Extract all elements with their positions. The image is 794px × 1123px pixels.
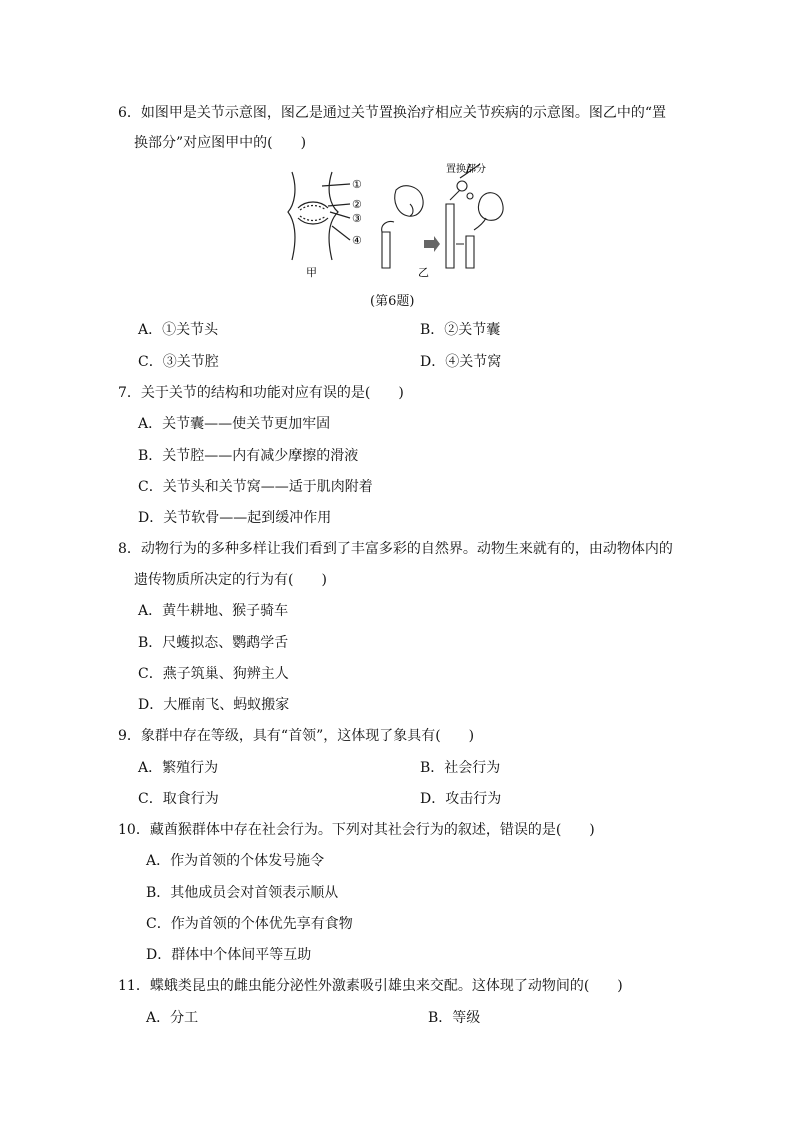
q11-stem: 11．蝶蛾类昆虫的雌虫能分泌性外激素吸引雄虫来交配。这体现了动物间的( ) <box>118 978 623 994</box>
marker-1: ① <box>352 178 362 191</box>
q9-option-c: C．取食行为 <box>138 791 219 807</box>
q7-option-d: D．关节软骨——起到缓冲作用 <box>138 510 332 526</box>
q10-option-d: D．群体中个体间平等互助 <box>146 947 312 963</box>
q10-stem: 10．藏酋猴群体中存在社会行为。下列对其社会行为的叙述，错误的是( ) <box>118 822 595 838</box>
q8-option-c: C．燕子筑巢、狗辨主人 <box>138 666 289 682</box>
arrow-shape <box>424 236 440 252</box>
q6-stem-line2: 换部分”对应图甲中的( ) <box>134 135 307 151</box>
q8-option-a: A．黄牛耕地、猴子骑车 <box>138 603 289 619</box>
q7-stem: 7．关于关节的结构和功能对应有误的是( ) <box>118 385 404 401</box>
q10-option-b: B．其他成员会对首领表示顺从 <box>146 885 339 901</box>
joint-diagram-jia <box>288 172 350 260</box>
q9-option-d: D．攻击行为 <box>420 791 502 807</box>
q7-option-b: B．关节腔——内有减少摩擦的滑液 <box>138 448 359 464</box>
q11-option-a: A．分工 <box>146 1010 199 1026</box>
joint-diagram-yi <box>382 164 503 268</box>
q10-option-c: C．作为首领的个体优先享有食物 <box>146 916 353 932</box>
q10-option-a: A．作为首领的个体发号施令 <box>146 853 325 869</box>
q11-option-b: B．等级 <box>428 1010 481 1026</box>
q6-option-a: A．①关节头 <box>138 322 219 338</box>
q7-option-a: A．关节囊——使关节更加牢固 <box>138 416 331 432</box>
q6-stem-line1: 6．如图甲是关节示意图，图乙是通过关节置换治疗相应关节疾病的示意图。图乙中的“置 <box>118 105 667 121</box>
label-replace: 置换部分 <box>446 164 486 175</box>
q9-stem: 9．象群中存在等级，具有“首领”，这体现了象具有( ) <box>118 728 475 744</box>
q8-stem-line2: 遗传物质所决定的行为有( ) <box>134 572 327 588</box>
q8-option-b: B．尺蠖拟态、鹦鹉学舌 <box>138 635 289 651</box>
joint-figure <box>270 160 510 280</box>
q9-option-a: A．繁殖行为 <box>138 760 219 776</box>
figure-caption: (第6题) <box>370 294 415 309</box>
q6-option-c: C．③关节腔 <box>138 354 219 370</box>
marker-4: ④ <box>352 234 362 247</box>
marker-2: ② <box>352 198 362 211</box>
label-jia: 甲 <box>306 266 317 279</box>
q6-option-d: D．④关节窝 <box>420 354 502 370</box>
q8-option-d: D．大雁南飞、蚂蚁搬家 <box>138 697 290 713</box>
q7-option-c: C．关节头和关节窝——适于肌肉附着 <box>138 479 373 495</box>
q6-option-b: B．②关节囊 <box>420 322 501 338</box>
q9-option-b: B．社会行为 <box>420 760 501 776</box>
label-yi: 乙 <box>418 266 429 279</box>
joint-diagram <box>270 160 510 280</box>
marker-3: ③ <box>352 212 362 225</box>
q8-stem-line1: 8．动物行为的多种多样让我们看到了丰富多彩的自然界。动物生来就有的，由动物体内的 <box>118 541 673 557</box>
